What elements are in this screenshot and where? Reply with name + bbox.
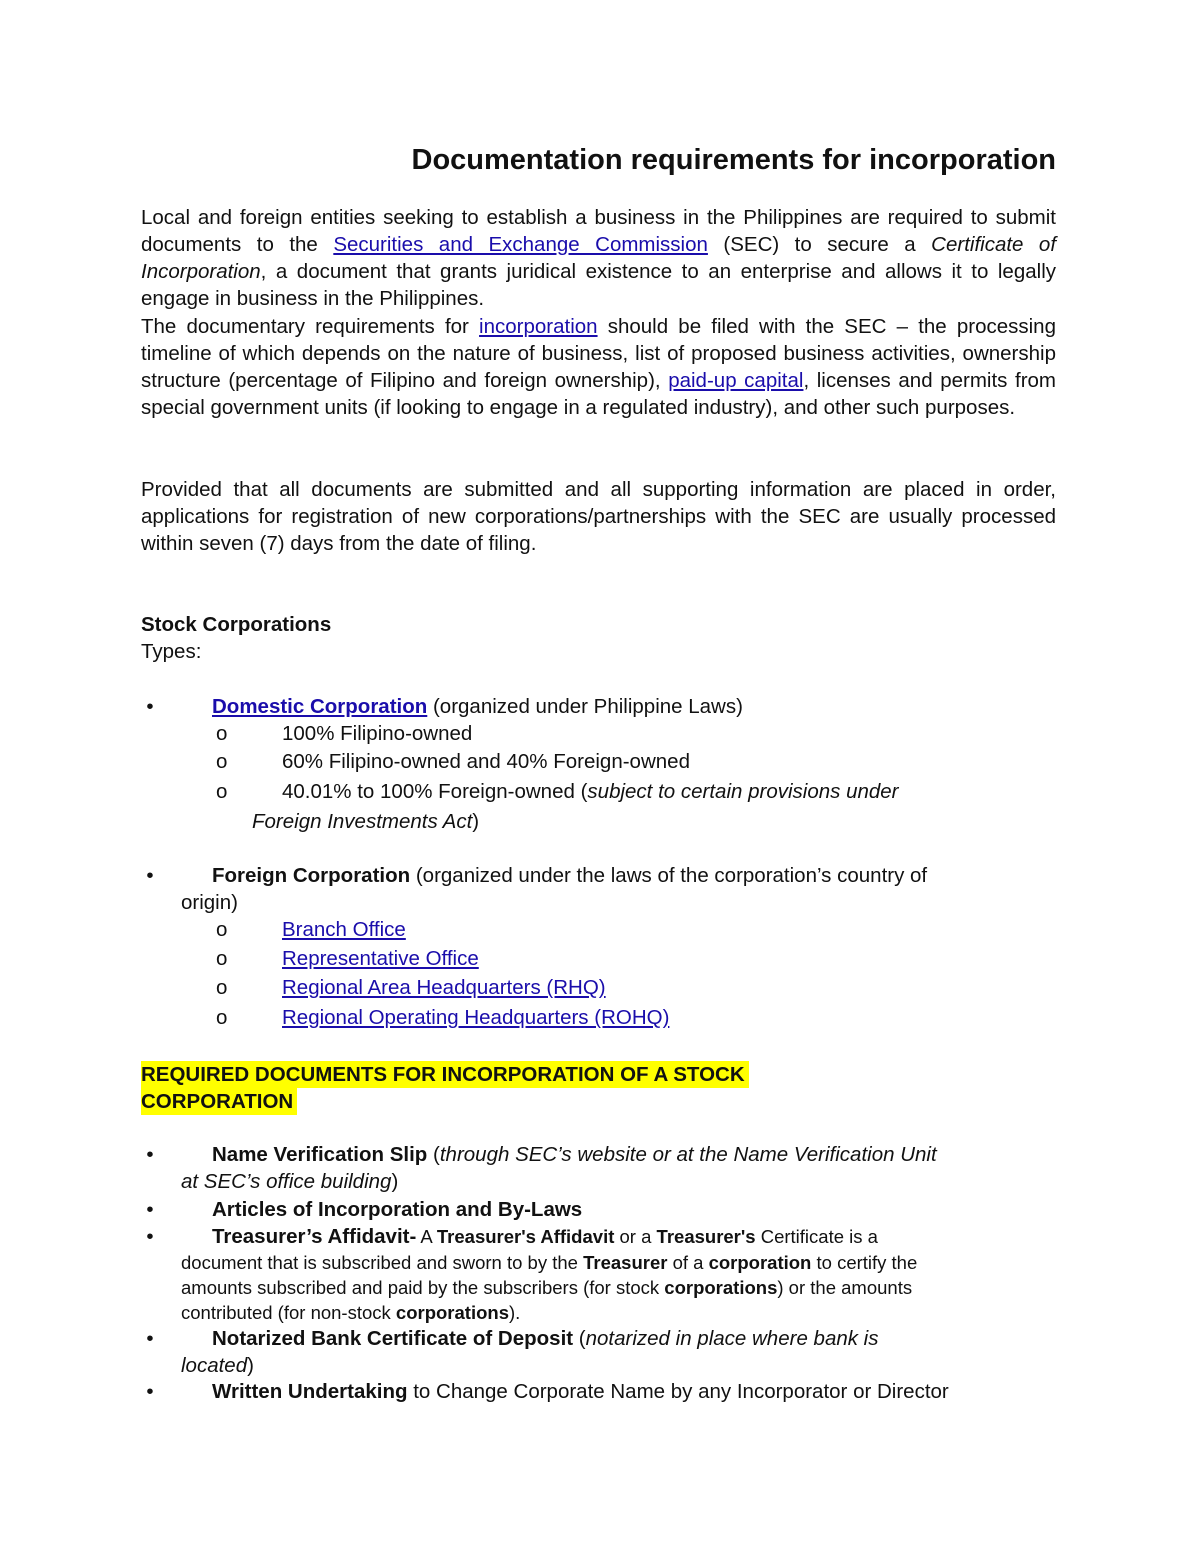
bullet-icon: • [146,695,154,718]
intro-p1-text-b: (SEC) to secure a [707,233,932,256]
foreign-corporation-line [212,862,1056,889]
bank-certificate-note: notarized in place where bank is [585,1327,879,1350]
required-doc-item [141,1223,1056,1328]
provisions-note: subject to certain provisions under [587,780,899,803]
affidavit-text: Certificate is a [755,1226,878,1247]
intro-p1-text-a: Local and foreign entities seeking to establish a business in the Philippines are required to submit documents to the [141,206,1056,256]
sub-bullet-icon: o [216,780,228,803]
treasurers-affidavit-line [212,1223,1056,1250]
branch-office-link[interactable]: Branch Office [282,918,406,941]
treasurers-affidavit-line-3 [181,1275,1056,1300]
bullet-icon: • [146,1225,154,1248]
required-documents-heading-line2: CORPORATION [141,1088,297,1115]
affidavit-text: or a [614,1226,657,1247]
bank-certificate-note-cont: located [181,1354,248,1377]
treasurers-affidavit-line-2 [181,1250,1056,1275]
treasurers-affidavit-line-4 [181,1300,1056,1325]
affidavit-text: ) or the amounts [777,1277,913,1298]
name-verification-line-cont [181,1168,1056,1195]
sec-link[interactable]: Securities and Exchange Commission [333,233,708,256]
bullet-icon: • [146,1380,154,1403]
open-paren: ( [573,1327,586,1350]
name-verification-line [212,1141,1056,1168]
domestic-corporation-desc: (organized under Philippine Laws) [427,695,743,718]
intro-p2-text-c: , licenses and permits from special government units (if looking to engage in a regulated industry), and other such purposes. [141,369,1056,419]
bullet-icon: • [146,1327,154,1350]
affidavit-text: to certify the [811,1252,918,1273]
domestic-sub-item [216,778,1016,838]
foreign-investments-act-term: Foreign Investments Act [252,810,473,833]
page-title: Documentation requirements for incorporation [411,144,1056,176]
bullet-icon: • [146,1198,154,1221]
affidavit-text: of a [667,1252,709,1273]
closing-paren: ) [472,810,480,833]
written-undertaking-desc: to Change Corporate Name by any Incorporator or Director [407,1380,949,1403]
foreign-corporation-bullet [141,862,1056,916]
intro-paragraph-3: Provided that all documents are submitted and all supporting information are placed in order, applications for registration of new corporations/partnerships with the SEC are usually processed within seven (7) days from the date of filing. [141,478,1056,555]
written-undertaking-label: Written Undertaking [212,1380,408,1403]
articles-of-incorporation-label: Articles of Incorporation and By-Laws [212,1198,583,1221]
sub-bullet-icon: o [216,947,228,970]
written-undertaking-line [212,1378,1056,1405]
affidavit-text: A [416,1226,437,1247]
affidavit-term: corporation [708,1252,812,1273]
bank-certificate-line [212,1325,1056,1352]
affidavit-text: ). [509,1302,521,1323]
bullet-icon: • [146,1143,154,1166]
name-verification-note: through SEC’s website or at the Name Verification Unit [439,1143,937,1166]
foreign-owned-text: 40.01% to 100% Foreign-owned ( [282,780,588,803]
intro-paragraph-2 [141,313,1056,421]
stock-corporations-heading: Stock Corporations [141,613,332,636]
name-verification-note-cont: at SEC’s office building [181,1170,392,1193]
affidavit-term: corporations [395,1302,509,1323]
bank-certificate-line-cont [181,1352,1056,1379]
sub-bullet-icon: o [216,722,228,745]
domestic-corporation-line [212,693,1056,720]
name-verification-slip-label: Name Verification Slip [212,1143,428,1166]
treasurers-affidavit-label: Treasurer’s Affidavit- [212,1225,417,1248]
open-paren: ( [427,1143,440,1166]
domestic-sub-item-continuation [252,808,479,836]
bank-certificate-label: Notarized Bank Certificate of Deposit [212,1327,574,1350]
certificate-of-incorporation-term: Certificate of Incorporation [141,233,1057,283]
required-doc-item [141,1141,1056,1195]
incorporation-link[interactable]: incorporation [479,315,598,338]
affidavit-term: Treasurer's Affidavit [436,1226,615,1247]
rhq-link[interactable]: Regional Area Headquarters (RHQ) [282,976,606,999]
sub-bullet-icon: o [216,1006,228,1029]
close-paren: ) [247,1354,254,1377]
affidavit-text: document that is subscribed and sworn to by the [181,1252,584,1273]
sub-bullet-icon: o [216,918,228,941]
intro-p2-text-a: The documentary requirements for [141,315,480,338]
domestic-sub-item-text: 60% Filipino-owned and 40% Foreign-owned [282,750,690,773]
rohq-link[interactable]: Regional Operating Headquarters (ROHQ) [282,1006,670,1029]
required-doc-item [141,1325,1056,1379]
intro-p1-text-c: , a document that grants juridical existence to an enterprise and allows it to legally engage in business in the Philippines. [141,260,1056,310]
domestic-corporation-link[interactable]: Domestic Corporation [212,695,428,718]
foreign-corporation-desc-cont: origin) [181,891,238,914]
bullet-icon: • [146,864,154,887]
affidavit-term: Treasurer's [656,1226,756,1247]
affidavit-text: contributed (for non-stock [181,1302,396,1323]
sub-bullet-icon: o [216,750,228,773]
close-paren: ) [391,1170,399,1193]
domestic-sub-item-text: 100% Filipino-owned [282,722,473,745]
foreign-corporation-desc: (organized under the laws of the corporation’s country of [410,864,928,887]
affidavit-term: Treasurer [583,1252,668,1273]
sub-bullet-icon: o [216,976,228,999]
affidavit-term: corporations [664,1277,778,1298]
foreign-corporation-label: Foreign Corporation [212,864,411,887]
domestic-sub-item-text [282,778,899,806]
intro-p2-text-b: should be filed with the SEC – the processing timeline of which depends on the nature of business, list of proposed business activities, ownership structure (percentage of Filipino and foreign ownership), [141,315,1056,392]
types-label: Types: [141,640,202,663]
required-documents-heading-line1: REQUIRED DOCUMENTS FOR INCORPORATION OF A STOCK [141,1061,749,1088]
paid-up-capital-link[interactable]: paid-up capital [668,369,804,392]
affidavit-text: amounts subscribed and paid by the subscribers (for stock [181,1277,665,1298]
intro-paragraph-1 [141,204,1056,312]
representative-office-link[interactable]: Representative Office [282,947,479,970]
